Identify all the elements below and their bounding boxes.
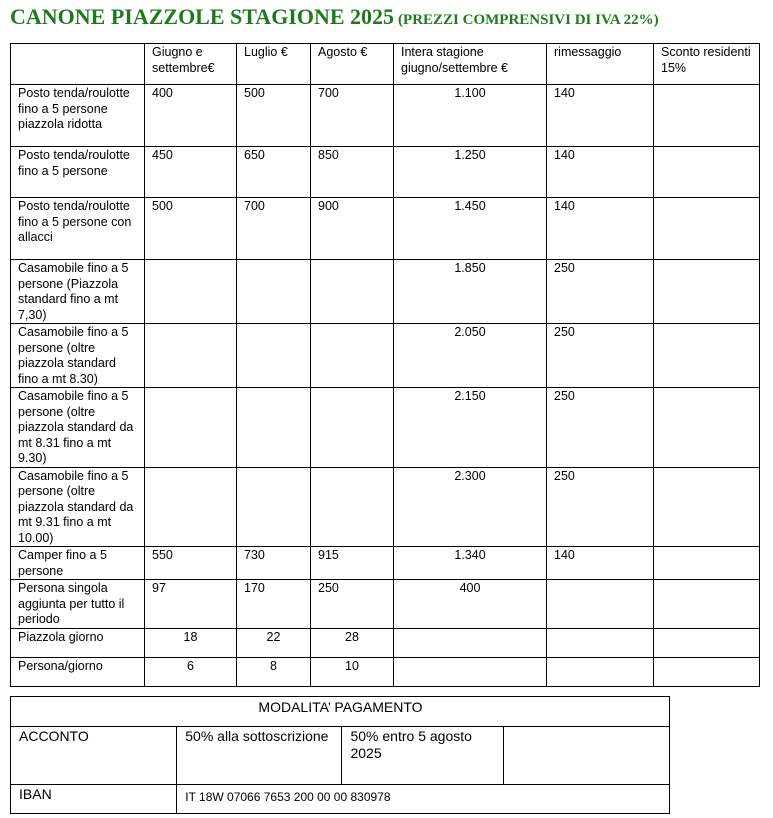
price-cell-luglio: 8 [237, 658, 311, 687]
price-cell-agosto: 10 [311, 658, 394, 687]
price-row-label: Posto tenda/roulotte fino a 5 persone piazzola ridotta [11, 85, 145, 147]
price-cell-agosto [311, 324, 394, 388]
price-cell-rimessaggio [547, 629, 654, 658]
title-main: CANONE PIAZZOLE STAGIONE 2025 [10, 4, 395, 29]
price-row [11, 580, 760, 629]
price-cell-sconto [654, 547, 760, 580]
price-cell-giugno-settembre [145, 324, 237, 388]
price-cell-giugno-settembre: 550 [145, 547, 237, 580]
price-cell-rimessaggio: 140 [547, 85, 654, 147]
price-cell-intera-stagione: 1.850 [394, 260, 547, 324]
price-row [11, 658, 760, 687]
price-cell-agosto [311, 467, 394, 547]
price-cell-sconto [654, 629, 760, 658]
price-cell-sconto [654, 580, 760, 629]
price-cell-luglio: 650 [237, 147, 311, 198]
price-row-label: Posto tenda/roulotte fino a 5 persone [11, 147, 145, 198]
page-title [10, 4, 659, 30]
price-cell-agosto: 915 [311, 547, 394, 580]
header-rimessaggio: rimessaggio [547, 44, 654, 85]
price-row-label: Casamobile fino a 5 persone (oltre piazzola standard da mt 8.31 fino a mt 9.30) [11, 388, 145, 468]
price-row [11, 547, 760, 580]
price-cell-luglio [237, 324, 311, 388]
price-row [11, 85, 760, 147]
price-cell-luglio [237, 467, 311, 547]
price-row-label: Piazzola giorno [11, 629, 145, 658]
price-cell-sconto [654, 467, 760, 547]
price-cell-intera-stagione: 400 [394, 580, 547, 629]
price-cell-intera-stagione: 1.340 [394, 547, 547, 580]
price-cell-luglio: 500 [237, 85, 311, 147]
price-table-header [11, 44, 760, 85]
title-subtitle: (PREZZI COMPRENSIVI DI IVA 22%) [398, 12, 659, 28]
price-cell-giugno-settembre: 97 [145, 580, 237, 629]
price-cell-giugno-settembre: 400 [145, 85, 237, 147]
price-cell-agosto: 900 [311, 198, 394, 260]
price-row [11, 388, 760, 468]
price-cell-luglio: 170 [237, 580, 311, 629]
price-cell-rimessaggio [547, 658, 654, 687]
price-cell-agosto: 28 [311, 629, 394, 658]
price-row-label: Casamobile fino a 5 persone (oltre piazzola standard da mt 9.31 fino a mt 10.00) [11, 467, 145, 547]
price-cell-luglio: 22 [237, 629, 311, 658]
price-row-label: Casamobile fino a 5 persone (Piazzola standard fino a mt 7,30) [11, 260, 145, 324]
price-cell-sconto [654, 260, 760, 324]
price-cell-luglio [237, 260, 311, 324]
price-cell-intera-stagione [394, 629, 547, 658]
price-row-label: Persona/giorno [11, 658, 145, 687]
acconto-option-1: 50% alla sottoscrizione [177, 727, 342, 785]
price-cell-intera-stagione: 1.100 [394, 85, 547, 147]
price-cell-rimessaggio: 140 [547, 547, 654, 580]
price-cell-agosto: 700 [311, 85, 394, 147]
price-cell-giugno-settembre [145, 467, 237, 547]
price-row-label: Camper fino a 5 persone [11, 547, 145, 580]
price-cell-agosto: 250 [311, 580, 394, 629]
acconto-label: ACCONTO [11, 727, 177, 785]
price-cell-agosto [311, 388, 394, 468]
price-row-label: Casamobile fino a 5 persone (oltre piazzola standard fino a mt 8.30) [11, 324, 145, 388]
price-cell-agosto [311, 260, 394, 324]
iban-value: IT 18W 07066 7653 200 00 00 830978 [177, 785, 670, 814]
price-row [11, 198, 760, 260]
price-cell-rimessaggio [547, 580, 654, 629]
price-cell-giugno-settembre: 450 [145, 147, 237, 198]
price-cell-rimessaggio: 140 [547, 147, 654, 198]
price-cell-giugno-settembre: 500 [145, 198, 237, 260]
iban-label: IBAN [11, 785, 177, 814]
price-cell-rimessaggio: 250 [547, 388, 654, 468]
price-cell-agosto: 850 [311, 147, 394, 198]
acconto-option-3 [503, 727, 669, 785]
price-cell-sconto [654, 147, 760, 198]
price-cell-giugno-settembre: 6 [145, 658, 237, 687]
price-cell-rimessaggio: 140 [547, 198, 654, 260]
payment-heading: MODALITA’ PAGAMENTO [11, 697, 670, 727]
price-cell-luglio: 730 [237, 547, 311, 580]
header-sconto: Sconto residenti 15% [654, 44, 760, 85]
price-cell-rimessaggio: 250 [547, 324, 654, 388]
price-table [10, 43, 760, 687]
price-row-label: Persona singola aggiunta per tutto il periodo [11, 580, 145, 629]
price-row [11, 260, 760, 324]
payment-table [10, 696, 670, 814]
price-cell-giugno-settembre [145, 388, 237, 468]
price-cell-sconto [654, 658, 760, 687]
price-row [11, 629, 760, 658]
price-cell-sconto [654, 324, 760, 388]
price-cell-intera-stagione: 2.150 [394, 388, 547, 468]
price-cell-intera-stagione: 2.050 [394, 324, 547, 388]
acconto-option-2: 50% entro 5 agosto 2025 [342, 727, 503, 785]
price-cell-rimessaggio: 250 [547, 260, 654, 324]
price-row [11, 467, 760, 547]
header-blank [11, 44, 145, 85]
price-cell-sconto [654, 198, 760, 260]
price-cell-intera-stagione: 2.300 [394, 467, 547, 547]
price-cell-giugno-settembre: 18 [145, 629, 237, 658]
price-cell-giugno-settembre [145, 260, 237, 324]
price-row [11, 147, 760, 198]
price-cell-luglio: 700 [237, 198, 311, 260]
price-cell-luglio [237, 388, 311, 468]
header-giugno-settembre: Giugno e settembre€ [145, 44, 237, 85]
price-cell-intera-stagione: 1.250 [394, 147, 547, 198]
price-cell-rimessaggio: 250 [547, 467, 654, 547]
header-intera-stagione: Intera stagione giugno/settembre € [394, 44, 547, 85]
price-cell-intera-stagione: 1.450 [394, 198, 547, 260]
header-agosto: Agosto € [311, 44, 394, 85]
price-cell-sconto [654, 85, 760, 147]
price-row [11, 324, 760, 388]
price-cell-sconto [654, 388, 760, 468]
price-row-label: Posto tenda/roulotte fino a 5 persone con allacci [11, 198, 145, 260]
header-luglio: Luglio € [237, 44, 311, 85]
price-cell-intera-stagione [394, 658, 547, 687]
